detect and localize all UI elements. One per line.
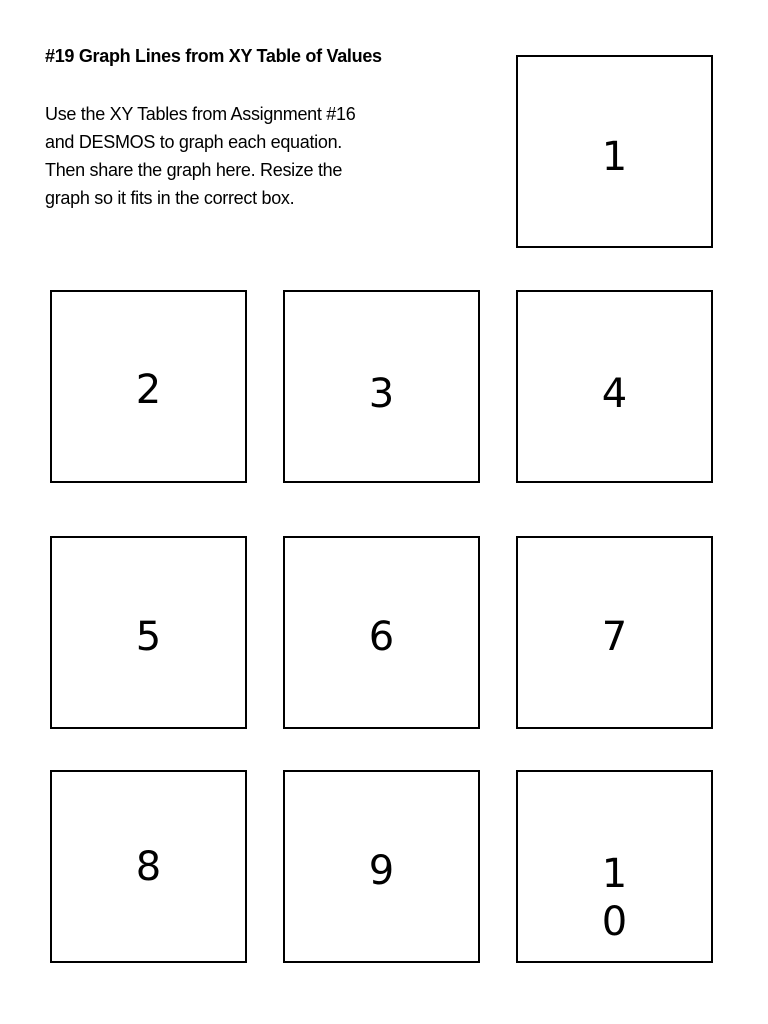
graph-box-9[interactable] <box>283 770 480 963</box>
instructions-line: Use the XY Tables from Assignment #16 <box>45 104 356 124</box>
graph-box-6[interactable] <box>283 536 480 729</box>
box-label: 9 <box>368 848 395 894</box>
graph-box-3[interactable] <box>283 290 480 483</box>
instructions-text <box>45 100 445 212</box>
instructions-line: graph so it fits in the correct box. <box>45 188 295 208</box>
graph-box-4[interactable] <box>516 290 713 483</box>
box-label: 7 <box>601 614 628 660</box>
box-label: 3 <box>368 371 395 417</box>
graph-box-5[interactable] <box>50 536 247 729</box>
instructions-line: Then share the graph here. Resize the <box>45 160 343 180</box>
page-title: #19 Graph Lines from XY Table of Values <box>45 46 382 66</box>
graph-box-8[interactable] <box>50 770 247 963</box>
graph-box-7[interactable] <box>516 536 713 729</box>
box-label: 10 <box>601 851 628 945</box>
graph-box-10[interactable] <box>516 770 713 963</box>
box-label: 8 <box>135 844 162 890</box>
box-label: 6 <box>368 614 395 660</box>
graph-box-1[interactable] <box>516 55 713 248</box>
instructions-line: and DESMOS to graph each equation. <box>45 132 342 152</box>
box-label: 5 <box>135 614 162 660</box>
box-label: 4 <box>601 371 628 417</box>
box-label: 2 <box>135 367 162 413</box>
box-label: 1 <box>601 134 628 180</box>
graph-box-2[interactable] <box>50 290 247 483</box>
